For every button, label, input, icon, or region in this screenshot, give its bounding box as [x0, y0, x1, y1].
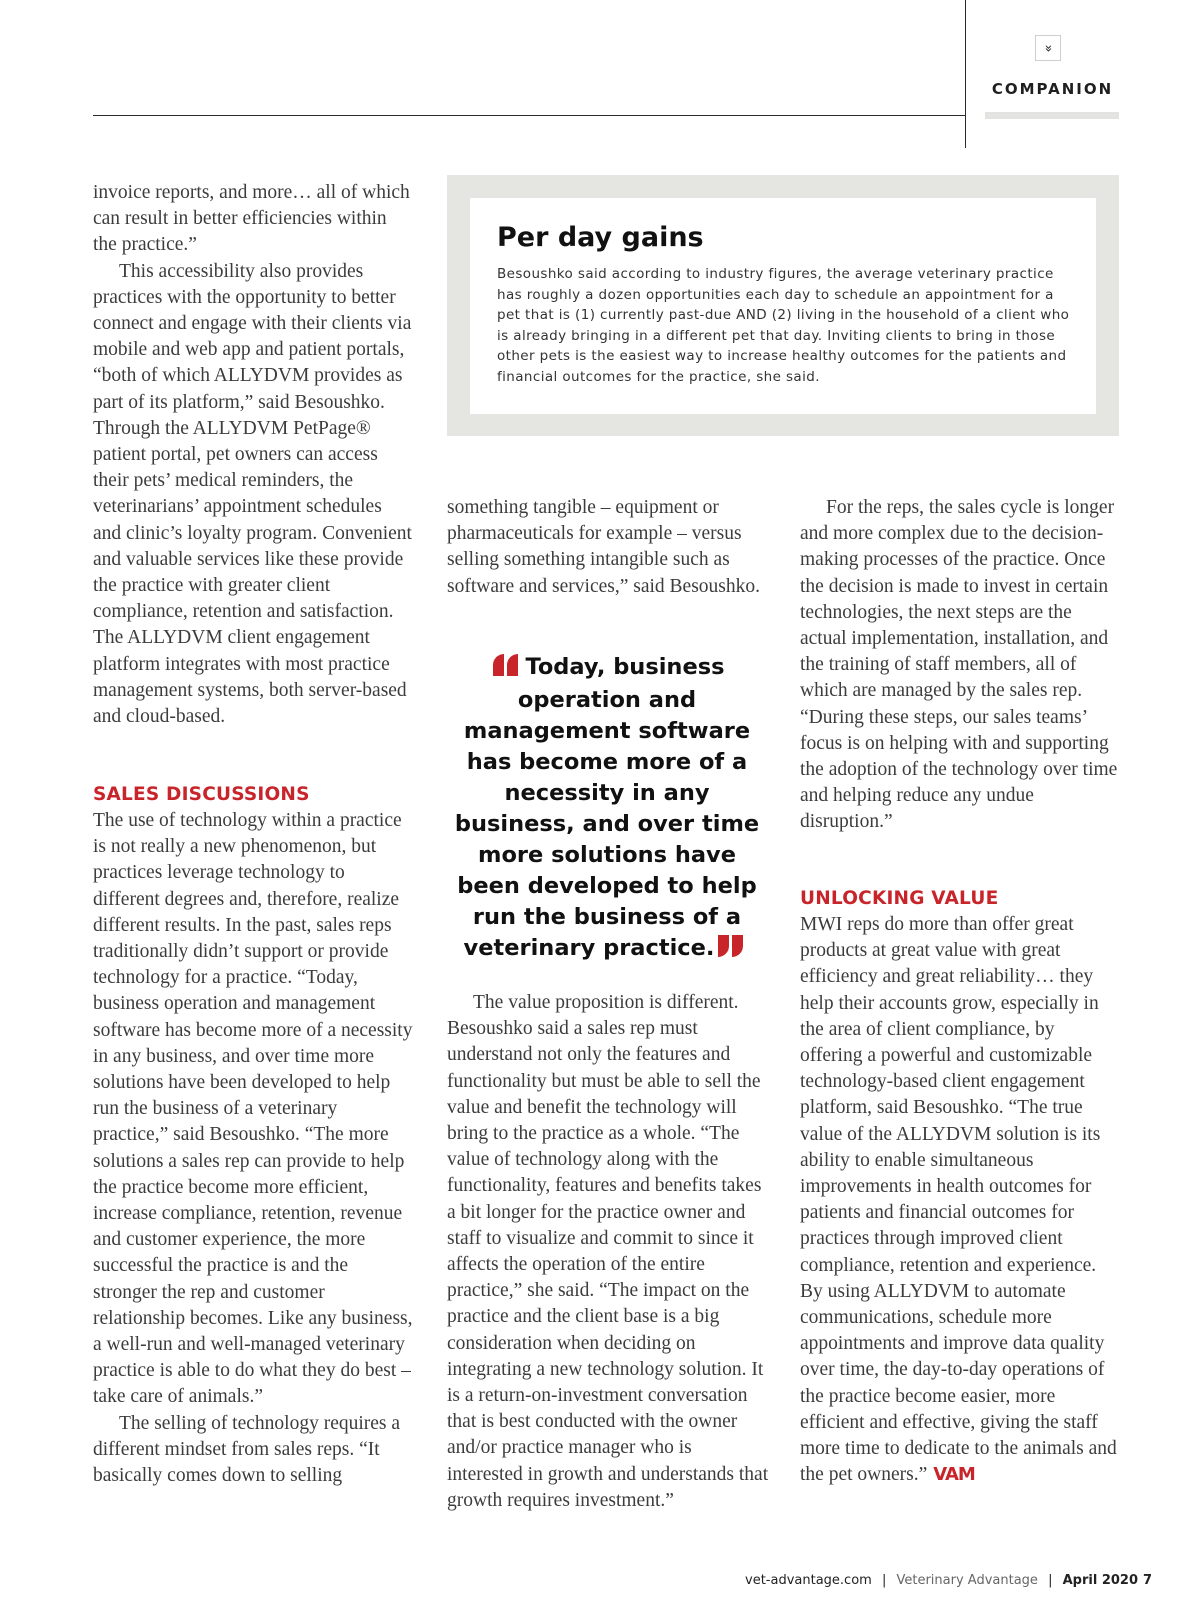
sidebar-title: Per day gains [497, 222, 704, 253]
paragraph: MWI reps do more than offer great products at great value with great efficiency and great reliability… they help their accounts grow, especially in the area of client compliance, by offering a powerful and customizable technology-based client engagement platform, said Besoushko. “The true value of the ALLYDVM solution is its ability to enable simultaneous improvements in health outcomes for patients and financial outcomes for practices through improved client compliance, retention and experience. By using ALLYDVM to automate communications, schedule more appointments and improve data quality over time, the day-to-day operations of the practice become easier, more efficient and effective, giving the staff more time to dedicate to the animals and the pet owners.” VAM [800, 914, 1117, 1486]
page-number: 7 [1143, 1573, 1153, 1588]
paragraph: something tangible – equipment or pharmaceuticals for example – versus selling something intangible such as software and services,” said Besoushko. [447, 497, 760, 597]
paragraph: The use of technology within a practice is not really a new phenomenon, but practices leverage technology to different degrees and, therefore, realize different results. In the past, sales reps traditionally didn’t support or provide technology for a practice. “Today, business operation and management software has become more of a necessity in any business, and over time more solutions have been developed to help run the business of a veterinary practice,” said Besoushko. “The more solutions a sales rep can provide to help the practice become more efficient, increase compliance, retention, revenue and customer experience, the more successful the practice is and the stronger the rep and customer relationship becomes. Like any business, a well-run and well-managed veterinary practice is able to do what they do best – take care of animals.” [93, 810, 413, 1408]
column-2-top [447, 495, 769, 600]
footer-separator: | [1048, 1573, 1053, 1588]
header-rule [93, 115, 966, 116]
header-divider [965, 0, 966, 148]
column-3-bottom [800, 886, 1118, 1488]
close-quote-icon [718, 935, 746, 966]
open-quote-icon [493, 654, 521, 685]
footer [745, 1573, 1138, 1588]
footer-publication: Veterinary Advantage [896, 1573, 1038, 1588]
column-1-top [93, 180, 413, 730]
paragraph: This accessibility also provides practices with the opportunity to better connect and engage with their clients via mobile and web app and patient portals, “both of which ALLYDVM provides as part of its platform,” said Besoushko. Through the ALLYDVM PetPage® patient portal, pet owners can access their pets’ medical reminders, the veterinarians’ appointment schedules and clinic’s loyalty program. Convenient and valuable services like these provide the practice with greater client compliance, retention and satisfaction. The ALLYDVM client engagement platform integrates with most practice management systems, both server-based and cloud-based. [93, 260, 412, 728]
footer-issue: April 2020 [1062, 1573, 1139, 1588]
column-3-top [800, 495, 1118, 836]
column-2-bottom [447, 990, 769, 1514]
double-chevron-down-icon: » [1035, 35, 1061, 61]
section-heading-unlocking-value: UNLOCKING VALUE [800, 888, 999, 909]
paragraph: The selling of technology requires a different mindset from sales reps. “It basically comes down to selling [93, 1412, 401, 1487]
footer-website: vet-advantage.com [745, 1573, 872, 1588]
section-label: COMPANION [991, 80, 1114, 98]
column-1-bottom [93, 782, 413, 1489]
pull-quote: Today, business operation and management software has become more of a necessity in any business, and over time more solutions have been developed to help run the business of a veterinary practice. [447, 652, 767, 966]
vam-end-mark: VAM [933, 1464, 975, 1486]
sidebar-body: Besoushko said according to industry figures, the average veterinary practice has roughly a dozen opportunities each day to schedule an appointment for a pet that is (1) currently past-due AND (2) living in the household of a client who is already bringing in a different pet that day. Inviting clients to bring in those other pets is the easiest way to increase healthy outcomes for the patients and financial outcomes for the practice, she said. [497, 266, 1070, 385]
paragraph: For the reps, the sales cycle is longer and more complex due to the decision-making processes of the practice. Once the decision is made to invest in certain technologies, the next steps are the actual implementation, installation, and the training of staff members, all of which are managed by the sales rep. “During these steps, our sales teams’ focus is on helping with and supporting the adoption of the technology over time and helping reduce any undue disruption.” [800, 497, 1118, 833]
paragraph: The value proposition is different. Besoushko said a sales rep must understand not only the features and functionality but must be able to sell the value and benefit the technology will bring to the practice as a whole. “The value of technology along with the functionality, features and benefits takes a bit longer for the practice owner and staff to visualize and commit to since it affects the operation of the entire practice,” she said. “The impact on the practice and the client base is a big consideration when deciding on integrating a new technology solution. It is a return-on-investment conversation that is best conducted with the owner and/or practice manager who is interested in growth and understands that growth requires investment.” [447, 992, 769, 1511]
section-heading-sales-discussions: SALES DISCUSSIONS [93, 784, 310, 805]
paragraph: invoice reports, and more… all of which can result in better efficiencies within the practice.” [93, 182, 410, 256]
section-underline [985, 112, 1119, 119]
footer-separator: | [881, 1573, 887, 1588]
